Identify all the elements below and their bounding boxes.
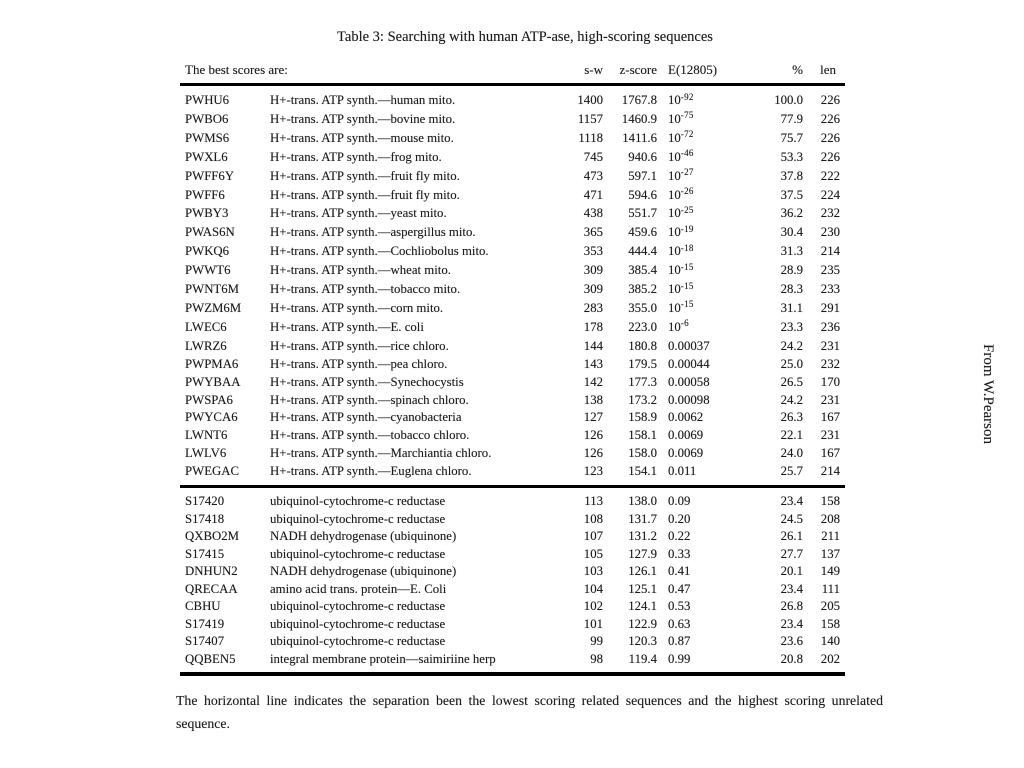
table-caption: The horizontal line indicates the separation been the lowest scoring related sequences and the highest scoring unrelated sequence.: [176, 693, 883, 731]
e-value: 0.0062: [668, 410, 704, 425]
sequence-description: H+-trans. ATP synth.—aspergillus mito.: [270, 225, 476, 240]
e-value: 0.22: [668, 529, 691, 544]
sequence-id: PWFF6: [185, 187, 225, 202]
identity-percent: 75.7: [780, 130, 803, 145]
length: 231: [820, 392, 840, 407]
sequence-description: H+-trans. ATP synth.—pea chloro.: [270, 356, 448, 371]
identity-percent: 24.2: [780, 338, 803, 353]
sw-score: 473: [583, 168, 603, 183]
z-score: 158.0: [628, 446, 657, 461]
length: 170: [820, 374, 840, 389]
sequence-id: S17415: [185, 546, 225, 561]
sw-score: 283: [583, 300, 603, 315]
related-sequences-section: [180, 86, 845, 485]
e-value: 0.09: [668, 494, 691, 509]
z-score: 120.3: [628, 634, 657, 649]
sequence-id: PWBO6: [185, 111, 229, 126]
sequence-description: H+-trans. ATP synth.—fruit fly mito.: [270, 187, 460, 202]
e-value: $10^{-19}$: [668, 223, 694, 240]
sequence-id: PWXL6: [185, 149, 228, 164]
table-row: [180, 338, 845, 356]
sw-score: 745: [583, 149, 603, 164]
table-row: [180, 92, 845, 111]
z-score: 122.9: [628, 616, 657, 631]
z-score: 126.1: [628, 564, 657, 579]
e-value: $10^{-15}$: [668, 261, 694, 278]
sw-score: 138: [583, 392, 603, 407]
e-value: $10^{-72}$: [668, 129, 694, 145]
table-row: [180, 445, 845, 463]
sequence-id: PWFF6Y: [185, 168, 235, 183]
bottom-rule: [180, 672, 845, 676]
sequence-id: PWSPA6: [185, 392, 233, 407]
table-row: [180, 262, 845, 281]
e-value: $10^{-26}$: [668, 186, 694, 202]
z-score: 131.2: [628, 529, 657, 544]
e-value: 0.0069: [668, 446, 704, 461]
length: 111: [821, 581, 840, 596]
sequence-id: PWHU6: [185, 93, 230, 107]
sequence-description: H+-trans. ATP synth.—frog mito.: [270, 149, 442, 164]
table-row: [180, 111, 845, 130]
e-value: 0.011: [668, 464, 697, 479]
table-row: [180, 168, 845, 187]
sw-score: 178: [583, 319, 603, 334]
column-header-len: len: [820, 62, 836, 77]
z-score: 385.2: [628, 282, 657, 297]
table-row: [180, 511, 845, 529]
e-value: $10^{-46}$: [668, 148, 694, 164]
z-score: 138.0: [628, 494, 657, 509]
identity-percent: 23.6: [780, 634, 803, 649]
sequence-id: PWAS6N: [185, 225, 235, 240]
identity-percent: 20.8: [780, 651, 803, 666]
length: 167: [820, 410, 840, 425]
sequence-description: amino acid trans. protein—E. Coli: [270, 581, 447, 596]
table-row: [180, 374, 845, 392]
identity-percent: 28.9: [780, 263, 803, 278]
length: 137: [820, 546, 840, 561]
identity-percent: 23.4: [780, 494, 803, 509]
e-value: $10^{-15}$: [668, 299, 694, 315]
e-value: 0.00044: [668, 356, 710, 371]
table-row: [180, 493, 845, 511]
sequence-description: H+-trans. ATP synth.—bovine mito.: [270, 111, 456, 126]
identity-percent: 36.2: [780, 206, 803, 221]
length: 158: [820, 494, 840, 509]
length: 167: [820, 446, 840, 461]
length: 208: [820, 511, 840, 526]
identity-percent: 23.3: [780, 319, 803, 334]
length: 236: [820, 319, 840, 334]
z-score: 1411.6: [622, 130, 657, 145]
sw-score: 98: [590, 651, 603, 666]
column-header-sw: s-w: [584, 62, 603, 77]
e-value: 0.99: [668, 651, 691, 666]
sequence-description: H+-trans. ATP synth.—corn mito.: [270, 300, 444, 315]
table-row: [180, 281, 845, 300]
e-value: 0.53: [668, 599, 691, 614]
sequence-id: DNHUN2: [185, 564, 238, 579]
z-score: 124.1: [628, 599, 657, 614]
unrelated-sequences-section: [180, 488, 845, 672]
sw-score: 113: [584, 494, 603, 509]
sequence-id: LWRZ6: [185, 338, 227, 353]
z-score: 180.8: [628, 338, 657, 353]
sequence-id: PWYBAA: [185, 374, 241, 389]
table-row: [180, 409, 845, 427]
table-header-label: The best scores are:: [185, 62, 288, 77]
sw-score: 123: [583, 464, 603, 479]
z-score: 179.5: [628, 356, 657, 371]
sequence-description: ubiquinol-cytochrome-c reductase: [270, 494, 446, 509]
sequence-description: H+-trans. ATP synth.—tobacco mito.: [270, 282, 461, 297]
sequence-id: PWWT6: [185, 263, 231, 278]
sequence-id: PWYCA6: [185, 410, 238, 425]
column-header-percent: %: [792, 62, 803, 77]
z-score: 1460.9: [621, 111, 657, 126]
identity-percent: 23.4: [780, 616, 803, 631]
z-score: 1767.8: [621, 93, 657, 107]
column-header-evalue: E(12805): [668, 62, 718, 77]
length: 235: [820, 263, 840, 278]
identity-percent: 100.0: [774, 93, 803, 107]
sequence-description: H+-trans. ATP synth.—Cochliobolus mito.: [270, 244, 489, 259]
sequence-id: S17420: [185, 494, 225, 509]
sw-score: 1118: [578, 130, 603, 145]
length: 226: [820, 111, 840, 126]
sequence-id: CBHU: [185, 599, 221, 614]
sw-score: 108: [583, 511, 603, 526]
table-row: [180, 633, 845, 651]
z-score: 158.1: [628, 428, 657, 443]
sw-score: 309: [583, 263, 603, 278]
z-score: 177.3: [628, 374, 657, 389]
table-row: [180, 319, 845, 338]
sw-score: 144: [583, 338, 603, 353]
length: 211: [821, 529, 840, 544]
sw-score: 365: [583, 225, 603, 240]
e-value: 0.00058: [668, 374, 710, 389]
e-value: $10^{-6}$: [668, 318, 689, 334]
length: 232: [820, 356, 840, 371]
sequence-id: LWNT6: [185, 428, 228, 443]
table-row: [180, 130, 845, 149]
sw-score: 142: [583, 374, 603, 389]
sequence-id: PWMS6: [185, 130, 230, 145]
identity-percent: 30.4: [780, 225, 803, 240]
z-score: 459.6: [628, 225, 657, 240]
e-value: 0.41: [668, 564, 691, 579]
length: 226: [820, 93, 840, 107]
sw-score: 99: [590, 634, 603, 649]
identity-percent: 24.0: [780, 446, 803, 461]
e-value: $10^{-92}$: [668, 91, 694, 107]
length: 231: [820, 338, 840, 353]
table-row: [180, 224, 845, 243]
sequence-id: LWLV6: [185, 446, 227, 461]
sequence-description: H+-trans. ATP synth.—Euglena chloro.: [270, 464, 472, 479]
e-value: 0.0069: [668, 428, 704, 443]
length: 214: [820, 464, 840, 479]
sequence-id: S17407: [185, 634, 225, 649]
e-value: 0.63: [668, 616, 691, 631]
sequence-id: PWPMA6: [185, 356, 239, 371]
table-row: [180, 392, 845, 410]
sequence-description: ubiquinol-cytochrome-c reductase: [270, 599, 446, 614]
z-score: 355.0: [628, 300, 657, 315]
sequence-description: H+-trans. ATP synth.—human mito.: [270, 93, 456, 107]
z-score: 173.2: [628, 392, 657, 407]
sequence-description: ubiquinol-cytochrome-c reductase: [270, 616, 446, 631]
sequence-description: NADH dehydrogenase (ubiquinone): [270, 564, 457, 579]
length: 230: [820, 225, 840, 240]
identity-percent: 26.1: [780, 529, 803, 544]
z-score: 223.0: [628, 319, 657, 334]
table-title: Table 3: Searching with human ATP-ase, high-scoring sequences: [337, 29, 713, 45]
length: 233: [820, 282, 840, 297]
length: 140: [820, 634, 840, 649]
sequence-description: H+-trans. ATP synth.—Marchiantia chloro.: [270, 446, 492, 461]
sequence-description: ubiquinol-cytochrome-c reductase: [270, 511, 446, 526]
length: 224: [820, 187, 840, 202]
sequence-id: S17418: [185, 511, 225, 526]
length: 214: [820, 244, 840, 259]
sequence-id: S17419: [185, 616, 225, 631]
z-score: 127.9: [628, 546, 657, 561]
sw-score: 105: [583, 546, 603, 561]
e-value: $10^{-27}$: [668, 167, 694, 183]
e-value: $10^{-15}$: [668, 280, 694, 297]
sequence-id: PWNT6M: [185, 282, 240, 297]
table-header-row: [180, 62, 845, 80]
sequence-id: PWZM6M: [185, 300, 242, 315]
z-score: 940.6: [628, 149, 657, 164]
attribution-text: From W.Pearson: [980, 343, 996, 444]
z-score: 597.1: [628, 168, 657, 183]
sequence-id: PWEGAC: [185, 464, 240, 479]
sequence-id: QXBO2M: [185, 529, 240, 544]
sw-score: 126: [583, 428, 603, 443]
identity-percent: 37.5: [780, 187, 803, 202]
identity-percent: 53.3: [780, 149, 803, 164]
length: 222: [820, 168, 840, 183]
table-row: [180, 563, 845, 581]
sequence-description: H+-trans. ATP synth.—tobacco chloro.: [270, 428, 470, 443]
length: 231: [820, 428, 840, 443]
table-row: [180, 205, 845, 224]
length: 149: [820, 564, 840, 579]
z-score: 131.7: [628, 511, 657, 526]
length: 226: [820, 149, 840, 164]
e-value: 0.87: [668, 634, 691, 649]
identity-percent: 25.0: [780, 356, 803, 371]
e-value: 0.33: [668, 546, 691, 561]
identity-percent: 28.3: [780, 282, 803, 297]
table-row: [180, 427, 845, 445]
e-value: 0.00037: [668, 338, 710, 353]
table-row: [180, 598, 845, 616]
identity-percent: 77.9: [780, 111, 803, 126]
z-score: 594.6: [628, 187, 657, 202]
identity-percent: 26.3: [780, 410, 803, 425]
z-score: 125.1: [628, 581, 657, 596]
table-row: [180, 528, 845, 546]
identity-percent: 25.7: [780, 464, 803, 479]
table-row: [180, 546, 845, 564]
sequence-description: H+-trans. ATP synth.—yeast mito.: [270, 206, 447, 221]
sw-score: 103: [583, 564, 603, 579]
table-row: [180, 243, 845, 262]
z-score: 385.4: [628, 263, 657, 278]
z-score: 154.1: [628, 464, 657, 479]
identity-percent: 24.2: [780, 392, 803, 407]
table-row: [180, 356, 845, 374]
sequence-description: H+-trans. ATP synth.—E. coli: [270, 319, 424, 334]
sw-score: 309: [583, 282, 603, 297]
table-row: [180, 616, 845, 634]
sequence-description: H+-trans. ATP synth.—fruit fly mito.: [270, 168, 460, 183]
length: 202: [820, 651, 840, 666]
identity-percent: 37.8: [780, 168, 803, 183]
z-score: 119.4: [628, 651, 657, 666]
sequence-id: QQBEN5: [185, 651, 236, 666]
e-value: 0.47: [668, 581, 691, 596]
sequence-description: H+-trans. ATP synth.—wheat mito.: [270, 263, 451, 278]
scores-table: [180, 62, 845, 676]
e-value: 0.00098: [668, 392, 710, 407]
identity-percent: 23.4: [780, 581, 803, 596]
sw-score: 102: [583, 599, 603, 614]
table-row: [180, 651, 845, 669]
sequence-description: H+-trans. ATP synth.—spinach chloro.: [270, 392, 469, 407]
length: 205: [820, 599, 840, 614]
table-row: [180, 149, 845, 168]
sequence-description: H+-trans. ATP synth.—rice chloro.: [270, 338, 449, 353]
sw-score: 1157: [577, 111, 603, 126]
identity-percent: 26.8: [780, 599, 803, 614]
table-row: [180, 187, 845, 206]
identity-percent: 24.5: [780, 511, 803, 526]
identity-percent: 20.1: [780, 564, 803, 579]
sequence-description: integral membrane protein—saimiriine herp: [270, 651, 496, 666]
sw-score: 1400: [577, 93, 603, 107]
identity-percent: 31.1: [780, 300, 803, 315]
sequence-id: PWBY3: [185, 206, 229, 221]
column-header-zscore: z-score: [619, 62, 657, 77]
length: 232: [820, 206, 840, 221]
sw-score: 471: [583, 187, 603, 202]
identity-percent: 31.3: [780, 244, 803, 259]
e-value: 0.20: [668, 511, 691, 526]
z-score: 551.7: [628, 206, 657, 221]
identity-percent: 26.5: [780, 374, 803, 389]
sequence-description: ubiquinol-cytochrome-c reductase: [270, 634, 446, 649]
length: 226: [820, 130, 840, 145]
sequence-description: ubiquinol-cytochrome-c reductase: [270, 546, 446, 561]
sw-score: 353: [583, 244, 603, 259]
length: 158: [820, 616, 840, 631]
z-score: 444.4: [628, 244, 657, 259]
identity-percent: 22.1: [780, 428, 803, 443]
sw-score: 101: [583, 616, 603, 631]
sw-score: 104: [583, 581, 603, 596]
sequence-id: QRECAA: [185, 581, 238, 596]
sequence-description: H+-trans. ATP synth.—cyanobacteria: [270, 410, 462, 425]
sw-score: 438: [583, 206, 603, 221]
sequence-description: H+-trans. ATP synth.—Synechocystis: [270, 374, 464, 389]
sw-score: 127: [583, 410, 603, 425]
table-row: [180, 463, 845, 481]
e-value: $10^{-75}$: [668, 110, 694, 126]
sequence-description: NADH dehydrogenase (ubiquinone): [270, 529, 457, 544]
sw-score: 126: [583, 446, 603, 461]
identity-percent: 27.7: [780, 546, 803, 561]
sw-score: 107: [583, 529, 603, 544]
e-value: $10^{-25}$: [668, 204, 694, 221]
sequence-id: PWKQ6: [185, 244, 230, 259]
e-value: $10^{-18}$: [668, 242, 694, 259]
table-row: [180, 300, 845, 319]
sw-score: 143: [583, 356, 603, 371]
sequence-id: LWEC6: [185, 319, 227, 334]
table-row: [180, 581, 845, 599]
length: 291: [820, 300, 840, 315]
sequence-description: H+-trans. ATP synth.—mouse mito.: [270, 130, 454, 145]
z-score: 158.9: [628, 410, 657, 425]
